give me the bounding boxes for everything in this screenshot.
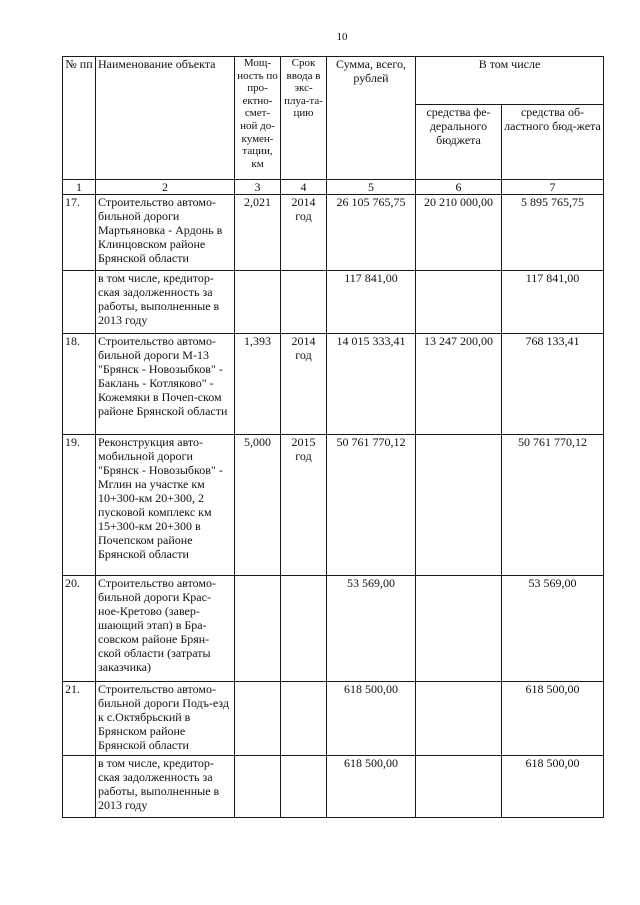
row-number: 20. [63,576,96,682]
table-row [63,576,604,682]
header-name: Наименование объекта [96,57,235,180]
row-number: 21. [63,682,96,756]
object-name: Строительство автомо-бильной дороги Подъ-езд к с.Октябрьский в Брянском районе Брянской области [96,682,235,756]
sum-value: 618 500,00 [327,756,416,818]
column-numbers-row [63,180,604,195]
sum-value: 26 105 765,75 [327,195,416,271]
capacity-value [235,756,281,818]
federal-value [416,435,502,576]
capacity-value: 1,393 [235,334,281,435]
page-number: 10 [336,31,348,43]
object-name: в том числе, кредитор-ская задолженность за работы, выполненные в 2013 году [96,271,235,334]
object-name: Строительство автомо-бильной дороги Мартьяновка - Ардонь в Клинцовском районе Брянской области [96,195,235,271]
row-number: 17. [63,195,96,271]
table-row [63,334,604,435]
column-number: 4 [281,180,327,195]
sum-value: 53 569,00 [327,576,416,682]
header-federal: средства фе-дерального бюджета [416,105,502,180]
term-value [281,682,327,756]
column-number: 1 [63,180,96,195]
column-number: 6 [416,180,502,195]
term-value [281,756,327,818]
sum-value: 117 841,00 [327,271,416,334]
term-value [281,576,327,682]
regional-value: 5 895 765,75 [502,195,604,271]
row-number [63,756,96,818]
regional-value: 618 500,00 [502,756,604,818]
regional-value: 618 500,00 [502,682,604,756]
federal-value: 13 247 200,00 [416,334,502,435]
object-name: Реконструкция авто-мобильной дороги "Брянск - Новозыбков" - Мглин на участке км 10+300-км 20+300, 2 пусковой комплекс км 15+300-км 20+300 в Почепском районе Брянской области [96,435,235,576]
row-number: 18. [63,334,96,435]
table-row [63,271,604,334]
federal-value [416,271,502,334]
federal-value [416,682,502,756]
sum-value: 618 500,00 [327,682,416,756]
column-number: 3 [235,180,281,195]
term-value: 2014 год [281,195,327,271]
sum-value: 14 015 333,41 [327,334,416,435]
header-regional: средства об-ластного бюд-жета [502,105,604,180]
regional-value: 117 841,00 [502,271,604,334]
table-row [63,756,604,818]
capacity-value [235,271,281,334]
term-value: 2014 год [281,334,327,435]
table-row [63,682,604,756]
column-number: 5 [327,180,416,195]
column-number: 7 [502,180,604,195]
regional-value: 50 761 770,12 [502,435,604,576]
header-capacity: Мощ-ность по про-ектно-смет-ной до-кумен-тации, км [235,57,281,180]
federal-value [416,576,502,682]
capacity-value [235,682,281,756]
capacity-value: 2,021 [235,195,281,271]
table-row [63,195,604,271]
term-value [281,271,327,334]
row-number [63,271,96,334]
header-no: № пп [63,57,96,180]
regional-value: 53 569,00 [502,576,604,682]
budget-table [62,56,604,818]
header-sum: Сумма, всего, рублей [327,57,416,180]
column-number: 2 [96,180,235,195]
sum-value: 50 761 770,12 [327,435,416,576]
capacity-value [235,576,281,682]
header-including: В том числе [416,57,604,105]
row-number: 19. [63,435,96,576]
table-row [63,435,604,576]
object-name: в том числе, кредитор-ская задолженность за работы, выполненные в 2013 году [96,756,235,818]
capacity-value: 5,000 [235,435,281,576]
federal-value [416,756,502,818]
header-term: Срок ввода в экс-плуа-та-цию [281,57,327,180]
federal-value: 20 210 000,00 [416,195,502,271]
object-name: Строительство автомо-бильной дороги Крас-ное-Кретово (завер-шающий этап) в Бра-совском районе Брян-ской области (затраты заказчика) [96,576,235,682]
object-name: Строительство автомо-бильной дороги М-13 "Брянск - Новозыбков" - Баклань - Котляково" - Кожемяки в Почеп-ском районе Брянской области [96,334,235,435]
regional-value: 768 133,41 [502,334,604,435]
term-value: 2015 год [281,435,327,576]
